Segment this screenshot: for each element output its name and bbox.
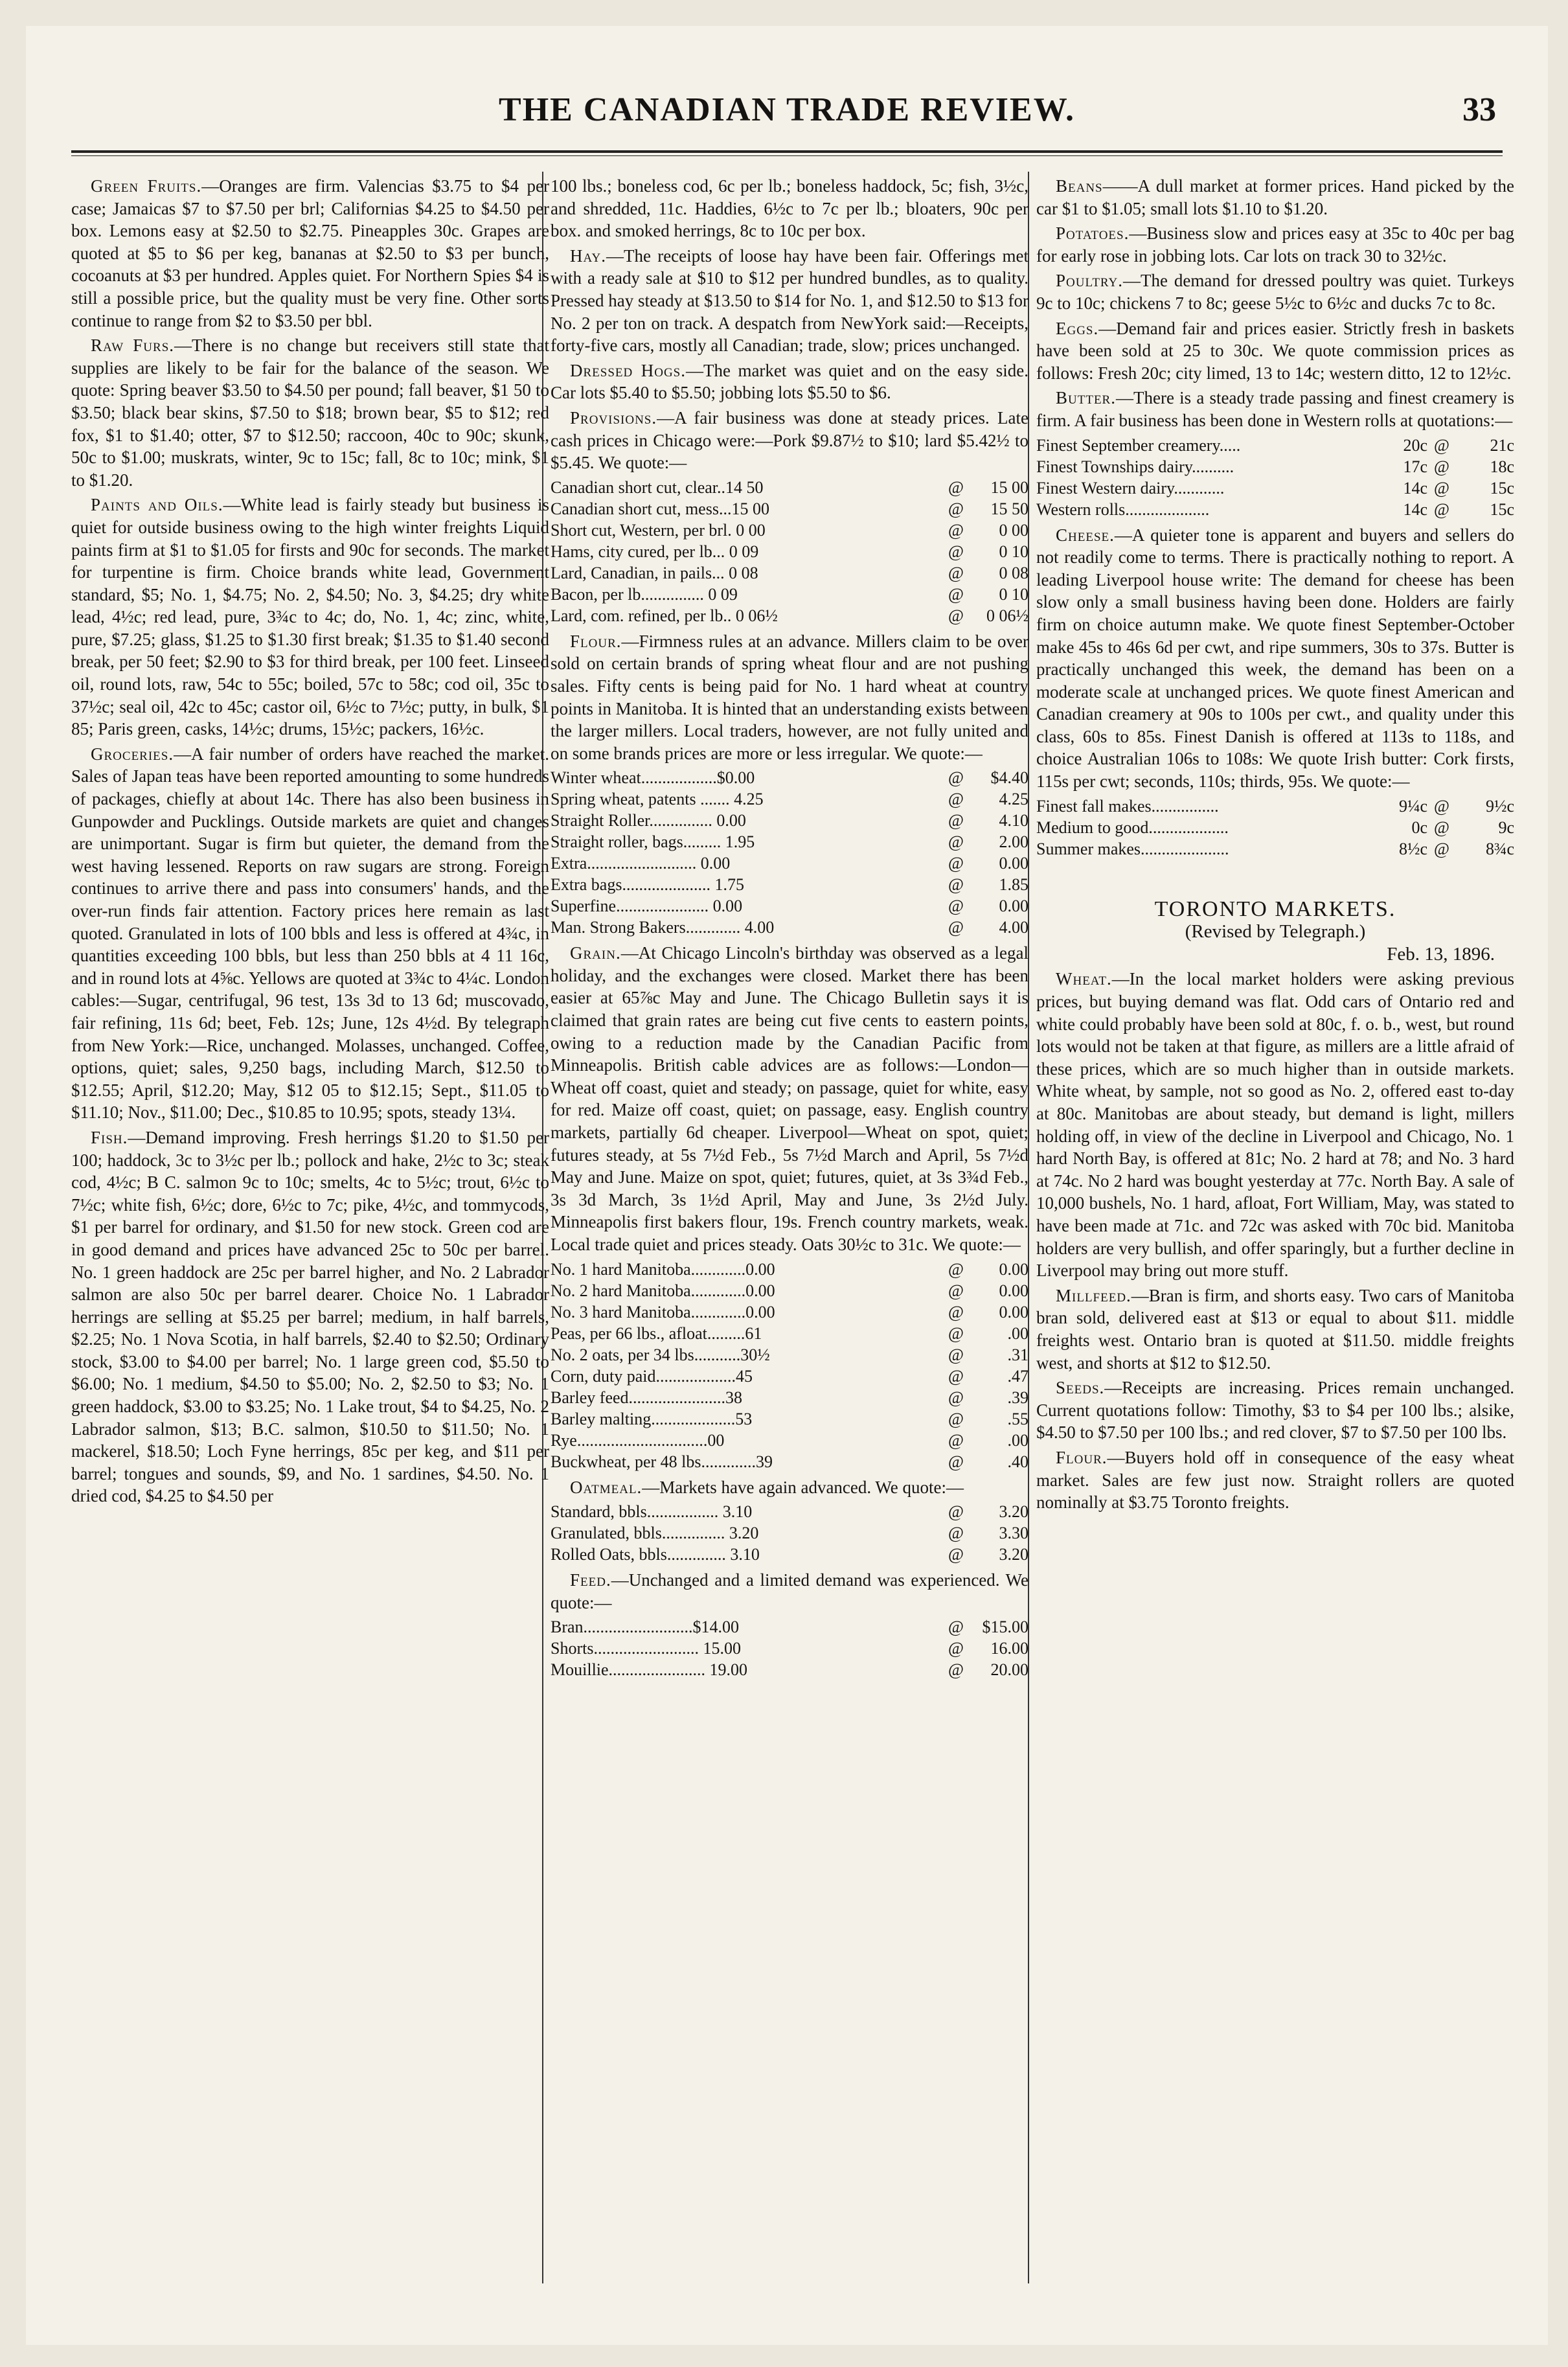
section-head: Hay.: [570, 246, 606, 266]
section-head: Potatoes.: [1056, 223, 1130, 244]
price-at: @: [948, 1660, 964, 1680]
price-at: @: [948, 606, 964, 625]
section-text: —The receipts of loose hay have been fair. Offerings met with a ready sale at $10 to $12 per hundred bundles, as to quality. Pressed hay steady at $13.50 to $14 for No. 1, and $12.50 to $13 for No. 2 per ton on track. A despatch from NewYork said:—Receipts, forty-five cars, mostly all Canadian; trade, slow; prices unchanged.: [551, 246, 1028, 356]
butter-price-table: [1036, 435, 1514, 520]
fish-continued-paragraph: [551, 175, 1028, 242]
toronto-markets-date: Feb. 13, 1896.: [1387, 943, 1495, 965]
price-row: [551, 541, 1028, 562]
section-head: Eggs.: [1056, 318, 1099, 338]
masthead-title: THE CANADIAN TRADE REVIEW.: [499, 91, 1075, 128]
price-value: 15 50: [990, 499, 1028, 518]
section-head: Poultry.: [1056, 271, 1124, 291]
price-value: 3.30: [999, 1524, 1028, 1543]
price-low: 8½c: [1398, 839, 1427, 858]
price-item: Man. Strong Bakers............. 4.00: [551, 918, 775, 937]
price-item: Peas, per 66 lbs., afloat.........61: [551, 1323, 762, 1343]
price-item: Straight roller, bags......... 1.95: [551, 832, 755, 852]
price-row: [551, 874, 1028, 895]
section-text: —A fair number of orders have reached the market. Sales of Japan teas have been reported amounting to some hundreds of packages, chiefly at about 14c. There has also been business in Gunpowder and Pucklings. Outside markets are quiet and changes are unimportant. Sugar is firm but quieter, the demand from the west having lessened. Reports on raw sugars are strong. Foreign continues to arrive there and pass into consumers' hands, and the over-run finds fair attention. Factory prices here remain as last quoted. Granulated in lots of 100 bbls and less is offered at 4¾c, in quantities exceeding 100 bbls, but less than 250 bbls at 4 11 16c, and in round lots at 4⅝c. Yellows are quoted at 3¾c to 4¼c. London cables:—Sugar, centrifugal, 96 test, 13s 3d to 13 6d; muscovado, fair refining, 11s 6d; beet, Feb. 12s; June, 12s 4½d. By telegraph from New York:—Rice, unchanged. Molasses, unchanged. Coffee, options, quiet; sales, 9,250 bags, including March, $12.50 to $12.55; April, $12.20; May, $12 05 to $12.15; Sept., $11.05 to $11.10; Nov., $11.00; Dec., $10.85 to 10.95; spots, steady 13¼.: [71, 744, 549, 1123]
section-head: Grain.: [570, 943, 621, 963]
price-row: [551, 1323, 1028, 1344]
section-head: Flour.: [570, 631, 622, 651]
price-item: Finest Western dairy............: [1036, 478, 1225, 497]
section-head: Paints and Oils.: [91, 495, 223, 515]
price-value: 0 00: [999, 520, 1028, 540]
price-row: [1036, 795, 1514, 817]
price-at: @: [948, 854, 964, 873]
fish-paragraph: [71, 1126, 549, 1507]
price-item: Summer makes.....................: [1036, 839, 1229, 858]
section-text: —A fair business was done at steady prices. Late cash prices in Chicago were:—Pork $9.87½ to $10; lard $5.42½ to $5.45. We quote:—: [551, 407, 1028, 473]
price-value: 0.00: [999, 854, 1028, 873]
price-row: [551, 605, 1028, 626]
feed-price-table: [551, 1616, 1028, 1680]
butter-paragraph: [1036, 387, 1514, 431]
price-row: [551, 520, 1028, 541]
provisions-price-table: [551, 477, 1028, 626]
price-at: @: [948, 499, 964, 518]
price-item: Standard, bbls................. 3.10: [551, 1502, 753, 1522]
section-head: Millfeed.: [1056, 1285, 1131, 1305]
price-value: 0.00: [999, 1259, 1028, 1279]
price-item: No. 2 hard Manitoba.............0.00: [551, 1281, 775, 1300]
price-item: No. 3 hard Manitoba.............0.00: [551, 1302, 775, 1321]
price-high: 15c: [1490, 499, 1514, 519]
price-row: [551, 1387, 1028, 1408]
price-value: 20.00: [990, 1660, 1028, 1680]
section-head: Fish.: [91, 1127, 128, 1147]
section-head: Dressed Hogs.: [570, 360, 686, 380]
section-text: —Buyers hold off in consequence of the easy wheat market. Sales are few just now. Straight rollers are quoted nominally at $3.75 Toronto freights.: [1036, 1447, 1514, 1513]
price-value: 0.00: [999, 1281, 1028, 1300]
price-value: 4.00: [999, 918, 1028, 937]
price-item: Granulated, bbls............... 3.20: [551, 1524, 759, 1543]
grain-paragraph: [551, 942, 1028, 1255]
price-low: 20c: [1403, 435, 1427, 455]
price-row: [551, 1430, 1028, 1451]
price-at: @: [1434, 478, 1449, 497]
price-at: @: [948, 1618, 964, 1637]
section-head: Provisions.: [570, 407, 657, 428]
section-head: Green Fruits.: [91, 176, 202, 196]
column-2: [551, 175, 1028, 1684]
price-row: [551, 788, 1028, 810]
price-item: No. 2 oats, per 34 lbs...........30½: [551, 1345, 770, 1364]
price-row: [551, 831, 1028, 852]
price-item: Canadian short cut, clear..14 50: [551, 477, 764, 497]
oatmeal-paragraph: [551, 1476, 1028, 1499]
price-value: .00: [1007, 1430, 1028, 1450]
price-high: 15c: [1490, 478, 1514, 497]
price-item: Shorts......................... 15.00: [551, 1639, 741, 1658]
price-row: [1036, 456, 1514, 477]
price-value: .55: [1007, 1409, 1028, 1428]
grain-price-table: [551, 1259, 1028, 1472]
price-at: @: [948, 1281, 964, 1300]
price-value: 0.00: [999, 1302, 1028, 1321]
section-text: —At Chicago Lincoln's birthday was observed as a legal holiday, and the exchanges were closed. Market there has been easier at 65⅞c May and June. The Chicago Bulletin says it is claimed that grain rates are being cut five cents to eastern points, owing to a reduction made by the Canadian Pacific from Minneapolis. British cable advices are as follows:—London—Wheat off coast, quiet and steady; on passage, quiet for white, easy for red. Maize off coast, quiet; on passage, easy. English country markets, partially 6d cheaper. Liverpool—Wheat on spot, quiet; futures steady, at 5s 7½d Feb., 5s 7½d March and April, 5s 7½d May and June. Maize on spot, quiet; futures, quiet, at 3s 3¾d Feb., 3s 3d March, 3s 1½d April, May and June, 3s 2½d July. Minneapolis first bakers flour, 19s. French country markets, weak. Local trade quiet and prices steady. Oats 30½c to 31c. We quote:—: [551, 943, 1028, 1254]
price-value: 2.00: [999, 832, 1028, 852]
section-text: —There is no change but receivers still state that supplies are likely to be fair for the balance of the season. We quote: Spring beaver $3.50 to $4.50 per pound; fall beaver, $1 50 to $3.50; black bear skins, $7.50 to $18; brown bear, $5 to $12; red fox, $1 to $1.40; otter, $7 to $12.50; raccoon, 40c to 90c; skunk, 50c to $1.00; muskrats, winter, 9c to 15c; fall, 8c to 10c; mink, $1 to $1.20.: [71, 336, 549, 490]
section-head: Beans: [1056, 176, 1103, 196]
price-at: @: [948, 811, 964, 830]
price-at: @: [948, 1452, 964, 1471]
section-text: —Oranges are firm. Valencias $3.75 to $4 per case; Jamaicas $7 to $7.50 per brl; Californias $4.25 to $4.50 per box. Lemons easy at $2.50 to $2.75. Pineapples 30c. Grapes are quoted at $5 to $6 per keg, bananas at $2.50 to $3 per bunch, cocoanuts at $3 per hundred. Apples quiet. For Northern Spies $4 is still a possible price, but the quality must be very fine. Other sorts continue to range from $2 to $3.50 per bbl.: [71, 176, 549, 330]
price-row: [1036, 477, 1514, 499]
newspaper-page: [26, 26, 1548, 2345]
price-item: Extra.......................... 0.00: [551, 854, 731, 873]
price-value: 1.85: [999, 875, 1028, 895]
section-text: 100 lbs.; boneless cod, 6c per lb.; boneless haddock, 5c; fish, 3½c, and shredded, 11c. Haddies, 6½c to 7c per lb.; bloaters, 90c per box. and smoked herrings, 8c to 10c per box.: [551, 176, 1028, 241]
price-row: [551, 1659, 1028, 1680]
price-row: [551, 1522, 1028, 1544]
section-head: Seeds.: [1056, 1378, 1105, 1398]
price-at: @: [948, 1302, 964, 1321]
price-low: 0c: [1411, 818, 1427, 837]
price-row: [551, 1544, 1028, 1565]
price-row: [551, 477, 1028, 498]
price-at: @: [948, 1259, 964, 1279]
page-header: [26, 91, 1548, 143]
price-at: @: [948, 897, 964, 916]
section-text: —Demand improving. Fresh herrings $1.20 to $1.50 per 100; haddock, 3c to 3½c per lb.; pollock and hake, 2½c to 3c; steak cod, 4½c; B C. salmon 9c to 10c; smelts, 4c to 5½c; trout, 6½c to 7½c; white fish, 6½c; dore, 6½c to 7c; pike, 4½c, and tommycods, $1 per barrel for ordinary, and $1.50 for new stock. Green cod are in good demand and prices have advanced 25c to 50c per barrel. No. 1 green haddock are 25c per barrel higher, and No. 2 Labrador salmon are also 50c per barrel dearer. Choice No. 1 Labrador herrings are selling at $5.25 per barrel; medium, in half barrels, $2.25; No. 1 Nova Scotia, in half barrels, $2.40 to $2.50; Ordinary stock, $3.00 to $4.00 per barrel; No. 1 large green cod, $5.50 to $6.00; No. 1 medium, $4.50 to $5.00; No. 2, $2.50 to $3; No. 1 green haddock, $3.00 to $3.25; No. 1 Lake trout, $4 to $4.25, No. 2 Labrador salmon, $13; B.C. salmon, $10.50 to $11.50; No. 1 mackerel, $18.50; Loch Fyne herrings, 85c per keg, and $11 per barrel; tongues and sounds, $9, and No. 1 sardines, $4.50. No. 1 dried cod, $4.25 to $4.50 per: [71, 1127, 549, 1506]
section-text: —Business slow and prices easy at 35c to 40c per bag for early rose in jobbing lots. Car lots on track 30 to 32½c.: [1036, 223, 1514, 266]
price-value: 4.25: [999, 790, 1028, 809]
price-at: @: [1434, 796, 1449, 816]
price-at: @: [948, 563, 964, 582]
seeds-paragraph: [1036, 1377, 1514, 1444]
price-value: 0 10: [999, 584, 1028, 604]
groceries-paragraph: [71, 743, 549, 1124]
section-text: —The market was quiet and on the easy side. Car lots $5.40 to $5.50; jobbing lots $5.50 to $6.: [551, 360, 1028, 403]
column-1: [71, 175, 549, 1510]
price-item: Finest Townships dairy..........: [1036, 457, 1234, 476]
column-3: [1036, 175, 1514, 1516]
section-text: ——A dull market at former prices. Hand picked by the car $1 to $1.05; small lots $1.10 to $1.20.: [1036, 176, 1514, 218]
price-value: .31: [1007, 1345, 1028, 1364]
price-at: @: [948, 875, 964, 895]
price-row: [551, 1259, 1028, 1280]
section-text: —In the local market holders were asking previous prices, but buying demand was flat. Odd cars of Ontario red and white could probably have been sold at 80c, f. o. b., west, but round lots would not be taken at that figure, as millers are a little afraid of these prices, which are so much higher than in outside markets. White wheat, by sample, not so good as No. 2, offered east to-day at 80c. Manitobas are about steady, but demand is light, millers holding off, in view of the decline in Liverpool and Chicago, No. 1 hard North Bay, is offered at 81c; No. 2 hard at 78; and No. 3 hard at 74c. No 2 hard was bought yesterday at 77c. North Bay. A sale of 10,000 bushels, No. 1 hard, afloat, Fort William, May, was stated to have been made at 71c. and 72c was asked with 70c bid. Manitoba holders are very bullish, and offer sparingly, but a further decline in Liverpool may bring out more stuff.: [1036, 969, 1514, 1281]
section-text: —Bran is firm, and shorts easy. Two cars of Manitoba bran sold, delivered east at $13 or equal to about $11. middle freights west. Ontario bran is quoted at $11.50. middle freights west, and shorts at $12 to $12.50.: [1036, 1285, 1514, 1373]
price-value: 16.00: [990, 1639, 1028, 1658]
price-item: Extra bags..................... 1.75: [551, 875, 744, 895]
price-high: 21c: [1490, 435, 1514, 455]
price-at: @: [948, 832, 964, 852]
price-value: $15.00: [982, 1618, 1028, 1637]
price-item: Buckwheat, per 48 lbs.............39: [551, 1452, 773, 1471]
price-value: 0 10: [999, 542, 1028, 561]
green-fruits-paragraph: [71, 175, 549, 332]
price-at: @: [948, 1524, 964, 1543]
price-low: 14c: [1403, 499, 1427, 519]
price-at: @: [948, 1502, 964, 1522]
flour-price-table: [551, 767, 1028, 938]
price-item: Barley malting....................53: [551, 1409, 753, 1428]
millfeed-paragraph: [1036, 1285, 1514, 1374]
price-item: Rye...............................00: [551, 1430, 725, 1450]
paints-oils-paragraph: [71, 494, 549, 740]
price-item: Finest September creamery.....: [1036, 435, 1241, 455]
toronto-markets-subtitle: (Revised by Telegraph.): [1185, 921, 1366, 943]
page-number: 33: [1462, 91, 1496, 128]
price-at: @: [948, 542, 964, 561]
price-value: .40: [1007, 1452, 1028, 1471]
price-item: Corn, duty paid...................45: [551, 1366, 753, 1386]
price-at: @: [948, 477, 964, 497]
eggs-paragraph: [1036, 317, 1514, 385]
price-row: [551, 1408, 1028, 1430]
header-rule: [71, 150, 1503, 153]
poultry-paragraph: [1036, 269, 1514, 314]
provisions-paragraph: [551, 407, 1028, 474]
section-head: Cheese.: [1056, 525, 1115, 545]
price-item: Lard, com. refined, per lb.. 0 06½: [551, 606, 778, 625]
price-value: .39: [1007, 1388, 1028, 1407]
toronto-markets-title: TORONTO MARKETS.: [1154, 897, 1396, 921]
price-item: Rolled Oats, bbls.............. 3.10: [551, 1545, 760, 1564]
price-value: 3.20: [999, 1545, 1028, 1564]
raw-furs-paragraph: [71, 334, 549, 491]
price-at: @: [948, 520, 964, 540]
cheese-paragraph: [1036, 524, 1514, 793]
price-item: Winter wheat..................$0.00: [551, 768, 755, 788]
section-text: —Demand fair and prices easier. Strictly fresh in baskets have been sold at 25 to 30c. We quote commission prices as follows: Fresh 20c; city limed, 13 to 14c; western ditto, 12 to 12½c.: [1036, 318, 1514, 383]
price-low: 17c: [1403, 457, 1427, 476]
price-value: .00: [1007, 1323, 1028, 1343]
price-high: 18c: [1490, 457, 1514, 476]
price-at: @: [1434, 818, 1449, 837]
price-value: 4.10: [999, 811, 1028, 830]
price-value: 3.20: [999, 1502, 1028, 1522]
price-row: [1036, 499, 1514, 520]
price-item: Bacon, per lb............... 0 09: [551, 584, 738, 604]
price-value: 0 08: [999, 563, 1028, 582]
section-text: —White lead is fairly steady but business is quiet for outside business owing to the high winter freights Liquid paints firm at $1 to $1.05 for firsts and 90c for seconds. The market for turpentine is firm. Choice brands white lead, Government standard, $5; No. 1, $4.75; No. 2, $4.50; No. 3, $4.25; dry white lead, 4½c; red lead, pure, 3¾c to 4c; do, No. 1, 4c; zinc, white, pure, $7.25; glass, $1.25 to $1.30 first break; $1.35 to $1.40 second break, per 50 feet; $2.90 to $3 for third break, per 100 feet. Linseed oil, round lots, raw, 54c to 55c; boiled, 57c to 58c; cod oil, 35c to 37½c; seal oil, 42c to 45c; castor oil, 6½c to 7½c; putty, in bulk, $1 85; Paris green, casks, 14½c; drums, 15½c; packers, 16½c.: [71, 495, 549, 739]
dressed-hogs-paragraph: [551, 360, 1028, 404]
price-value: 15 00: [990, 477, 1028, 497]
price-at: @: [948, 1366, 964, 1386]
section-text: —Unchanged and a limited demand was experienced. We quote:—: [551, 1570, 1028, 1612]
price-low: 14c: [1403, 478, 1427, 497]
price-at: @: [1434, 457, 1449, 476]
section-text: —Markets have again advanced. We quote:—: [642, 1477, 964, 1497]
section-text: —There is a steady trade passing and finest creamery is firm. A fair business has been done in Western rolls at quotations:—: [1036, 388, 1514, 430]
price-at: @: [948, 768, 964, 788]
price-item: Mouillie....................... 19.00: [551, 1660, 748, 1680]
wheat-paragraph: [1036, 968, 1514, 1281]
potatoes-paragraph: [1036, 222, 1514, 267]
price-row: [551, 810, 1028, 831]
price-item: Superfine...................... 0.00: [551, 897, 743, 916]
section-head: Oatmeal.: [570, 1477, 642, 1497]
price-low: 9¼c: [1398, 796, 1427, 816]
price-item: No. 1 hard Manitoba.............0.00: [551, 1259, 775, 1279]
price-item: Barley feed.......................38: [551, 1388, 743, 1407]
price-row: [551, 1301, 1028, 1323]
price-at: @: [948, 1388, 964, 1407]
price-at: @: [1434, 435, 1449, 455]
price-item: Finest fall makes................: [1036, 796, 1219, 816]
price-row: [1036, 817, 1514, 838]
price-item: Straight Roller............... 0.00: [551, 811, 746, 830]
price-row: [551, 1344, 1028, 1366]
price-item: Hams, city cured, per lb... 0 09: [551, 542, 759, 561]
price-item: Bran..........................$14.00: [551, 1618, 740, 1637]
price-row: [551, 767, 1028, 788]
price-at: @: [1434, 499, 1449, 519]
price-value: $4.40: [990, 768, 1028, 788]
price-row: [551, 1451, 1028, 1472]
price-value: .47: [1007, 1366, 1028, 1386]
oatmeal-price-table: [551, 1501, 1028, 1565]
header-rule-thin: [71, 155, 1503, 156]
section-text: —Firmness rules at an advance. Millers claim to be over sold on certain brands of spring wheat flour and are not pushing sales. Fifty cents is being paid for No. 1 hard wheat at country points in Manitoba. It is hinted that an understanding exists between the larger millers. Local traders, however, are not fully united and on some brands prices are more or less irregular. We quote:—: [551, 631, 1028, 763]
price-at: @: [948, 1545, 964, 1564]
price-item: Short cut, Western, per brl. 0 00: [551, 520, 766, 540]
price-row: [551, 1616, 1028, 1638]
price-item: Lard, Canadian, in pails... 0 08: [551, 563, 758, 582]
flour-paragraph: [551, 630, 1028, 765]
price-high: 9c: [1498, 818, 1514, 837]
price-high: 9½c: [1485, 796, 1514, 816]
price-at: @: [948, 1639, 964, 1658]
section-head: Feed.: [570, 1570, 611, 1590]
price-item: Western rolls....................: [1036, 499, 1210, 519]
toronto-flour-paragraph: [1036, 1446, 1514, 1514]
section-text: —The demand for dressed poultry was quiet. Turkeys 9c to 10c; chickens 7 to 8c; geese 5½c to 6½c and ducks 7c to 8c.: [1036, 271, 1514, 313]
price-item: Canadian short cut, mess...15 00: [551, 499, 769, 518]
section-head: Wheat.: [1056, 969, 1112, 989]
section-text: —Receipts are increasing. Prices remain unchanged. Current quotations follow: Timothy, $3 to $4 per 100 lbs.; alsike, $4.50 to $7.50 per 100 lbs.; and red clover, $7 to $7.50 per 100 lbs.: [1036, 1378, 1514, 1443]
price-row: [551, 562, 1028, 584]
section-head: Butter.: [1056, 388, 1116, 408]
price-high: 8¾c: [1485, 839, 1514, 858]
price-row: [551, 1638, 1028, 1659]
price-row: [551, 895, 1028, 917]
price-at: @: [948, 584, 964, 604]
beans-paragraph: [1036, 175, 1514, 220]
section-text: —A quieter tone is apparent and buyers and sellers do not readily come to terms. There is practically nothing to report. A leading Liverpool house write: The demand for cheese has been slow only a small business having been done. Holders are fairly firm on choice autumn make. We quote finest September-October make 45s to 46s 6d per cwt, and ripe summers, 30s to 37s. Butter is practically unchanged this week, the demand has been on a moderate scale at unchanged prices. We quote finest American and Canadian creamery at 90s to 100s per cwt., and quality under this class, 60s to 85s. Finest Danish is offered at 113s to 118s, and choice Australian 106s to 108s: We quote Irish butter: Cork firsts, 115s per cwt; seconds, 110s; thirds, 95s. We quote:—: [1036, 525, 1514, 792]
section-head: Raw Furs.: [91, 336, 175, 356]
price-row: [551, 498, 1028, 520]
price-row: [551, 1501, 1028, 1522]
hay-paragraph: [551, 245, 1028, 357]
price-item: Spring wheat, patents ....... 4.25: [551, 790, 764, 809]
price-at: @: [948, 1323, 964, 1343]
price-row: [551, 584, 1028, 605]
price-at: @: [948, 1430, 964, 1450]
feed-paragraph: [551, 1569, 1028, 1614]
price-row: [551, 1366, 1028, 1387]
section-head: Groceries.: [91, 744, 174, 764]
price-row: [1036, 435, 1514, 456]
price-at: @: [948, 1345, 964, 1364]
price-row: [551, 852, 1028, 874]
price-at: @: [948, 790, 964, 809]
section-head: Flour.: [1056, 1447, 1108, 1467]
cheese-price-table: [1036, 795, 1514, 860]
price-row: [1036, 838, 1514, 860]
price-value: 0.00: [999, 897, 1028, 916]
price-row: [551, 1280, 1028, 1301]
price-value: 0 06½: [986, 606, 1028, 625]
price-at: @: [1434, 839, 1449, 858]
price-at: @: [948, 1409, 964, 1428]
price-at: @: [948, 918, 964, 937]
price-item: Medium to good...................: [1036, 818, 1229, 837]
price-row: [551, 917, 1028, 938]
